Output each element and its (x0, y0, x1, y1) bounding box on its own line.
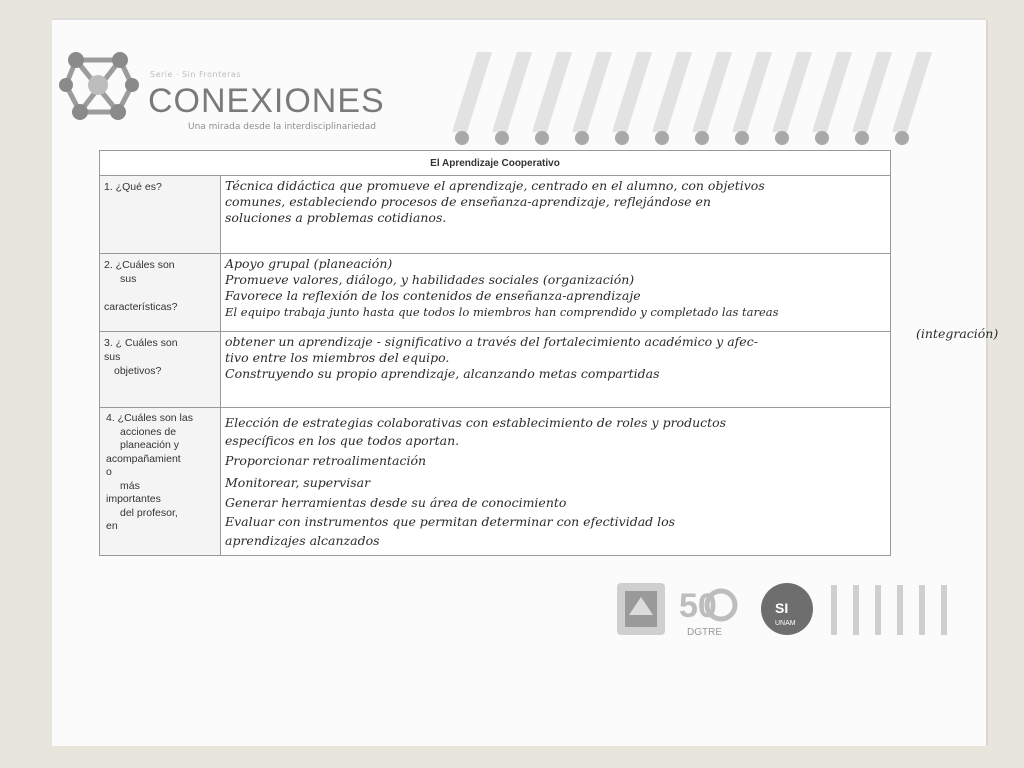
decorative-banner-graphic (432, 42, 952, 162)
conexiones-logo (58, 40, 388, 140)
question-cell (100, 408, 221, 556)
answer-cell (221, 408, 891, 556)
answer-line: Promueve valores, diálogo, y habilidades sociales (organización) (225, 272, 635, 287)
logo-si-label: SI (775, 600, 789, 616)
answer-line: El equipo trabaja junto hasta que todos lo miembros han comprendido y completado las tareas (225, 305, 779, 319)
answer-line: tivo entre los miembros del equipo. (225, 350, 450, 365)
table-row (100, 176, 891, 254)
question-label: 4. ¿Cuáles son las (106, 412, 193, 424)
question-label: objetivos? (114, 365, 162, 377)
question-label: sus (104, 351, 121, 363)
logo-subtitle: Una mirada desde la interdisciplinariedad (188, 122, 376, 132)
cooperative-learning-table (99, 150, 891, 556)
question-label: 3. ¿ Cuáles son (104, 337, 178, 349)
network-logo-icon (58, 40, 140, 130)
table-row (100, 332, 891, 408)
question-label: más (120, 479, 140, 492)
institutional-logos (617, 575, 957, 645)
question-label: sus (120, 273, 137, 285)
answer-line: soluciones a problemas cotidianos. (225, 210, 447, 225)
question-label: acompañamient (106, 452, 181, 465)
answer-cell (221, 176, 891, 254)
answer-line: Proporcionar retroalimentación (225, 453, 427, 468)
table-title: El Aprendizaje Cooperativo (100, 151, 891, 176)
table-row (100, 254, 891, 332)
answer-line: específicos en los que todos aportan. (225, 433, 460, 448)
question-cell (100, 254, 221, 332)
question-cell (100, 176, 221, 254)
si-unam-logo-icon (761, 583, 813, 635)
margin-note: (integración) (916, 326, 999, 341)
question-label: planeación y (120, 439, 179, 451)
answer-line: Favorece la reflexión de los contenidos de enseñanza-aprendizaje (225, 288, 641, 303)
document-page (52, 18, 999, 746)
logo-series-label: Serie · Sin Fronteras (150, 70, 241, 79)
fifty-years-logo-icon (679, 587, 735, 638)
logo-50-label: DGTRE (687, 627, 722, 638)
question-label: características? (104, 301, 178, 313)
answer-line: obtener un aprendizaje - significativo a través del fortalecimiento académico y afec- (225, 334, 758, 349)
question-label: del profesor, (120, 506, 178, 519)
logo-title: CONEXIONES (148, 82, 385, 120)
answer-line: Elección de estrategias colaborativas con establecimiento de roles y productos (225, 415, 727, 430)
answer-line: Monitorear, supervisar (225, 475, 371, 490)
answer-line: aprendizajes alcanzados (225, 533, 380, 548)
answer-cell (221, 254, 891, 332)
question-label: o (106, 466, 112, 478)
question-label: importantes (106, 493, 161, 505)
question-label: acciones de (120, 425, 177, 438)
question-cell (100, 332, 221, 408)
answer-line: Apoyo grupal (planeación) (225, 256, 393, 271)
answer-cell (221, 332, 891, 408)
logo-si-sub: UNAM (775, 620, 796, 627)
answer-line: Técnica didáctica que promueve el aprendizaje, centrado en el alumno, con objetivos (225, 178, 765, 193)
answer-line: comunes, estableciendo procesos de enseñanza-aprendizaje, reflejándose en (225, 194, 711, 209)
question-label: 2. ¿Cuáles son (104, 259, 175, 271)
answer-line: Evaluar con instrumentos que permitan determinar con efectividad los (225, 514, 676, 529)
question-label: en (106, 520, 118, 532)
decorative-bars-icon (831, 585, 947, 635)
unam-shield-icon (617, 583, 665, 635)
answer-line: Generar herramientas desde su área de conocimiento (225, 495, 567, 510)
question-label: 1. ¿Qué es? (104, 181, 162, 193)
table-row (100, 408, 891, 556)
svg-text:50: 50 (679, 587, 717, 625)
answer-line: Construyendo su propio aprendizaje, alcanzando metas compartidas (225, 366, 660, 381)
